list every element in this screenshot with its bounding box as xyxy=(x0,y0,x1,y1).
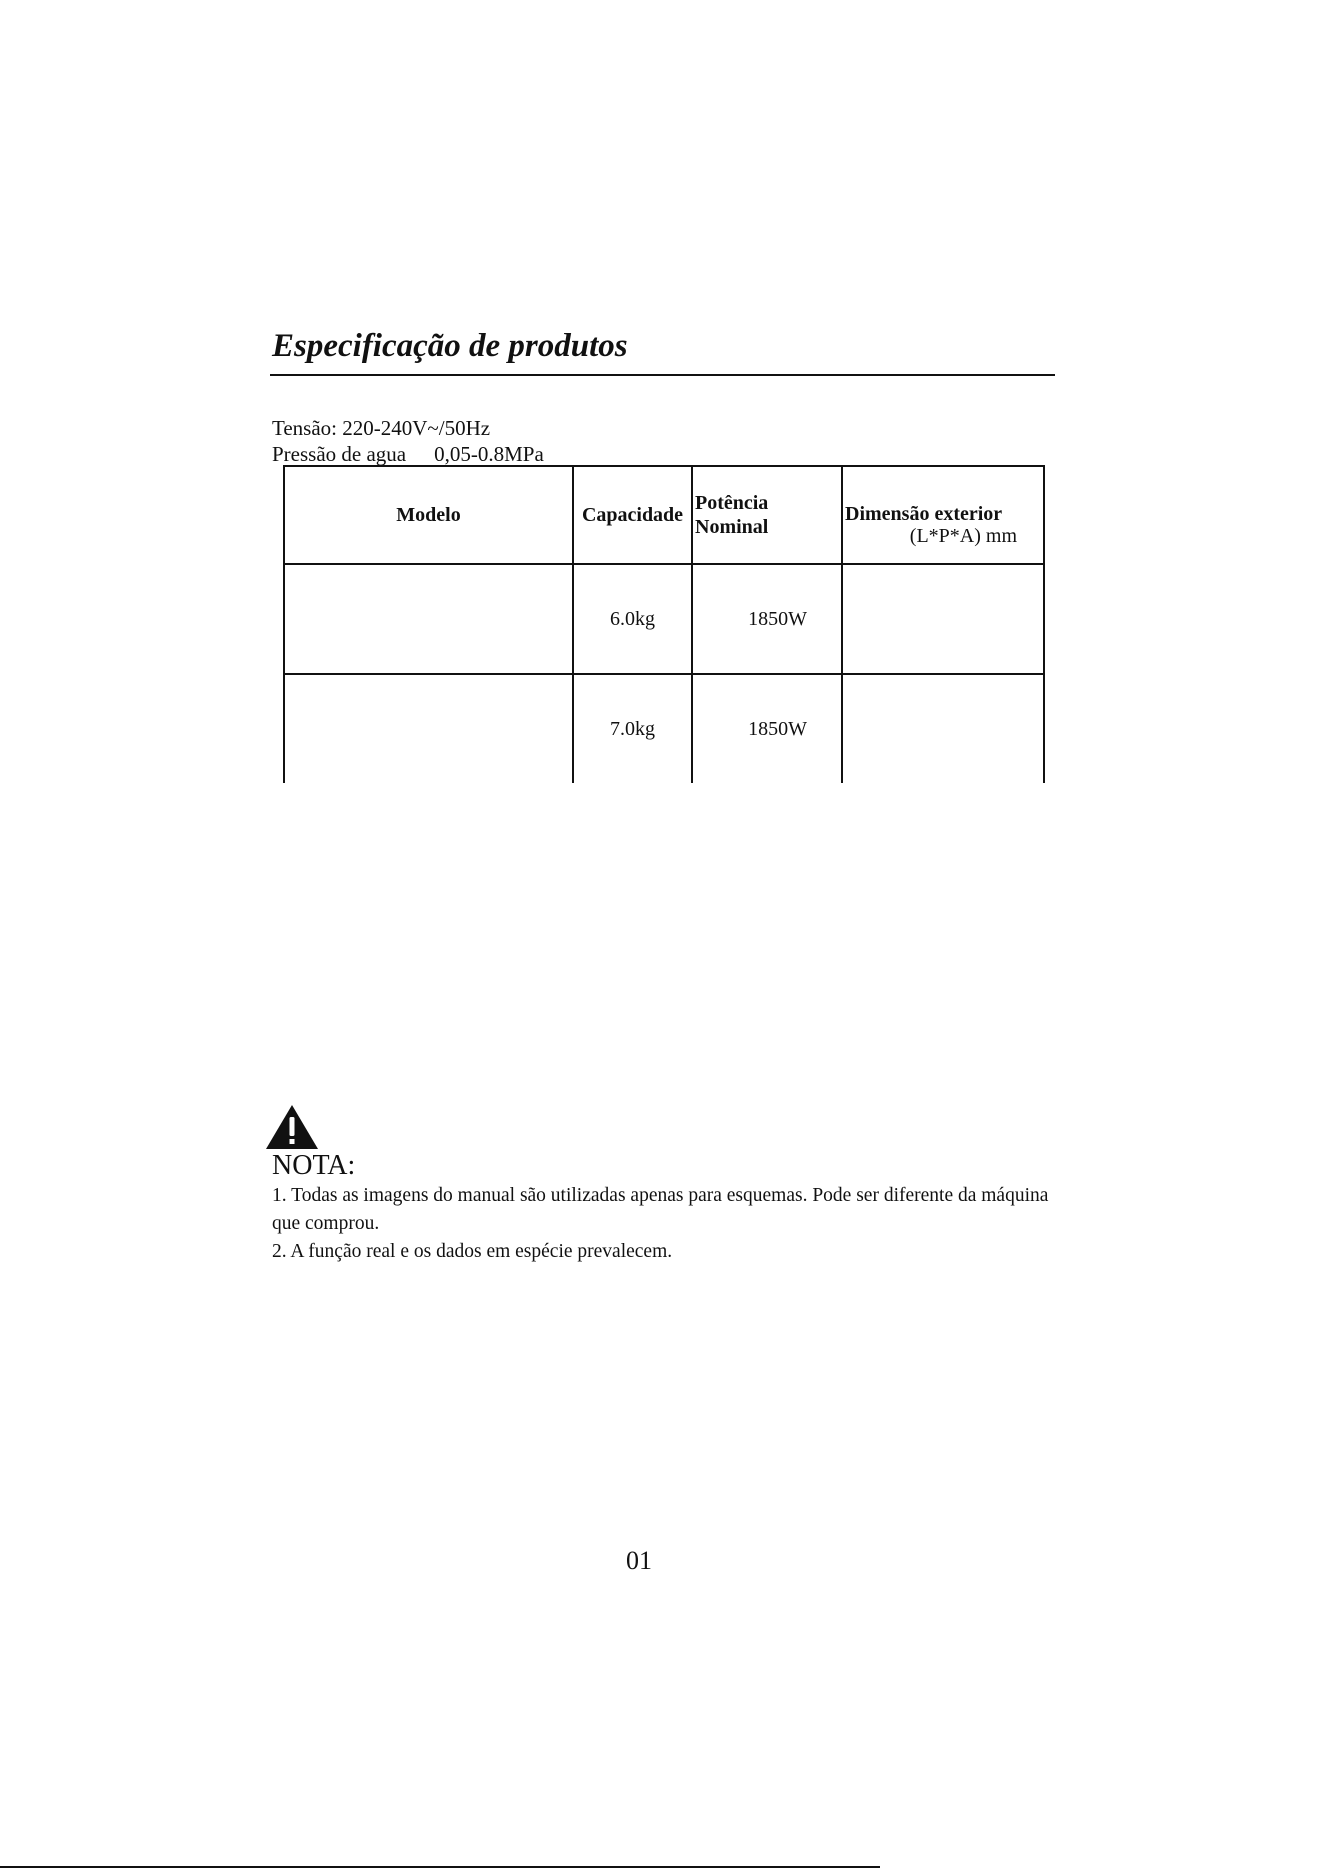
cell-capacity: 6.0kg xyxy=(573,564,692,674)
cell-power: 1850W xyxy=(692,674,842,783)
spec-table xyxy=(283,465,1045,783)
bottom-rule xyxy=(0,1866,880,1868)
header-power-line2: Nominal xyxy=(695,516,769,538)
page-number: 01 xyxy=(626,1546,652,1575)
pressure-spec xyxy=(272,444,544,465)
cell-dimension xyxy=(842,564,1044,674)
table-row xyxy=(284,674,1044,783)
note-item-1: 1. Todas as imagens do manual são utilizadas apenas para esquemas. Pode ser diferente da máquina que comprou. xyxy=(272,1185,1049,1234)
note-item-2: 2. A função real e os dados em espécie prevalecem. xyxy=(272,1241,673,1262)
header-power-line1: Potência xyxy=(695,492,769,514)
warning-icon xyxy=(264,1103,320,1151)
cell-dimension xyxy=(842,674,1044,783)
page-title: Especificação de produtos xyxy=(272,328,628,364)
header-dimension-line1: Dimensão exterior xyxy=(845,503,1003,525)
table-header-row xyxy=(284,466,1044,564)
cell-capacity: 7.0kg xyxy=(573,674,692,783)
cell-model xyxy=(284,674,573,783)
header-dimension xyxy=(842,466,1044,564)
cell-model xyxy=(284,564,573,674)
header-power xyxy=(692,466,842,564)
note-title: NOTA: xyxy=(272,1150,356,1181)
header-capacity: Capacidade xyxy=(573,466,692,564)
header-dimension-line2: (L*P*A) mm xyxy=(909,525,1017,547)
header-model: Modelo xyxy=(284,466,573,564)
pressure-value: 0,05-0.8MPa xyxy=(434,442,544,466)
cell-power: 1850W xyxy=(692,564,842,674)
title-underline xyxy=(270,374,1055,376)
table-row xyxy=(284,564,1044,674)
pressure-label: Pressão de agua xyxy=(272,442,407,466)
voltage-spec: Tensão: 220-240V~/50Hz xyxy=(272,416,491,440)
